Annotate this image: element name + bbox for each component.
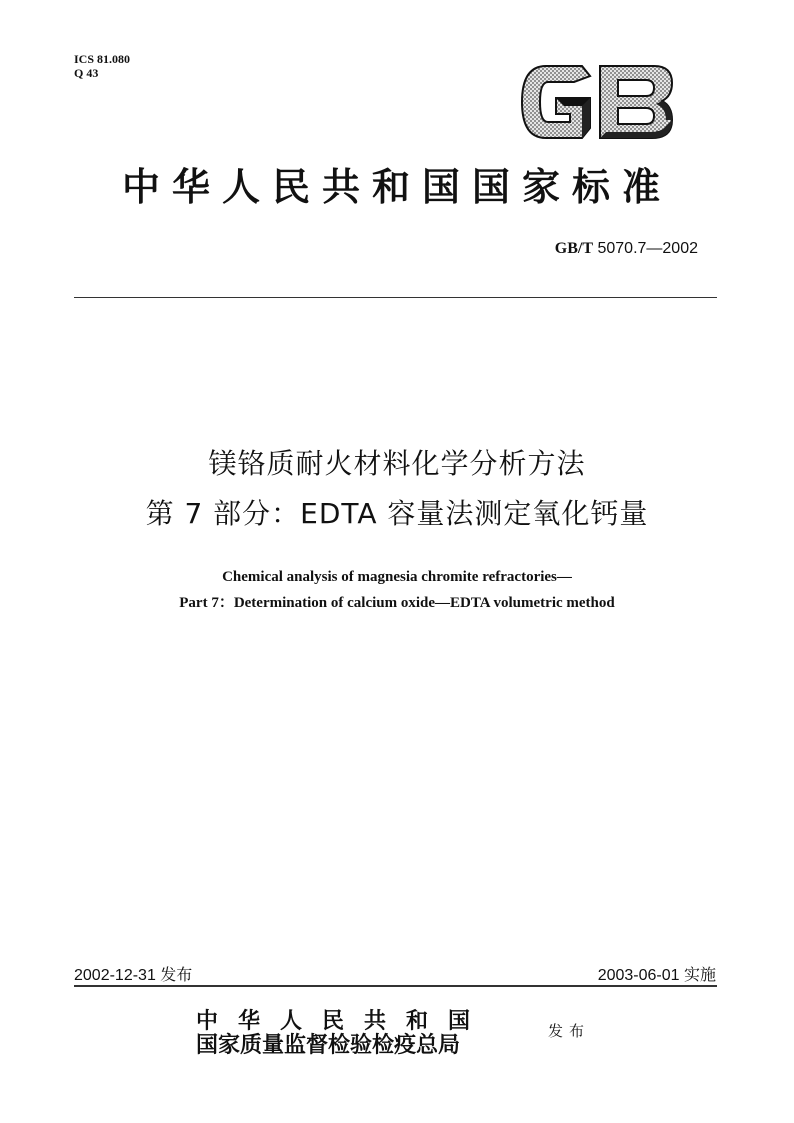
bottom-divider [74, 985, 717, 987]
implementation-date: 2003-06-01 实施 [597, 967, 716, 984]
english-title-line1: Chemical analysis of magnesia chromite refractories— [222, 569, 572, 585]
national-standard-heading: 中华人民共和国国家标准 [121, 164, 672, 209]
issue-date: 2002-12-31 发布 [74, 967, 193, 984]
standard-code-number: 5070.7—2002 [597, 240, 698, 257]
gb-logo [516, 62, 676, 142]
classification-codes [74, 52, 130, 80]
top-divider [74, 297, 717, 298]
publish-label: 发布 [548, 1022, 591, 1040]
issuer-line1: 中华人民共和国 [196, 1008, 491, 1034]
standard-code-prefix: GB/T [554, 240, 594, 257]
chinese-title-line2: 第 7 部分：EDTA 容量法测定氧化钙量 [145, 497, 649, 530]
chinese-title-line1: 镁铬质耐火材料化学分析方法 [208, 447, 586, 480]
standard-code [555, 240, 698, 258]
issuer-line2: 国家质量监督检验检疫总局 [196, 1032, 461, 1058]
ccs-code: Q 43 [74, 66, 99, 80]
ics-code: ICS 81.080 [74, 52, 131, 66]
english-title-line2: Part 7：Determination of calcium oxide—EDTA volumetric method [179, 595, 615, 611]
gb-logo-icon [516, 62, 676, 142]
